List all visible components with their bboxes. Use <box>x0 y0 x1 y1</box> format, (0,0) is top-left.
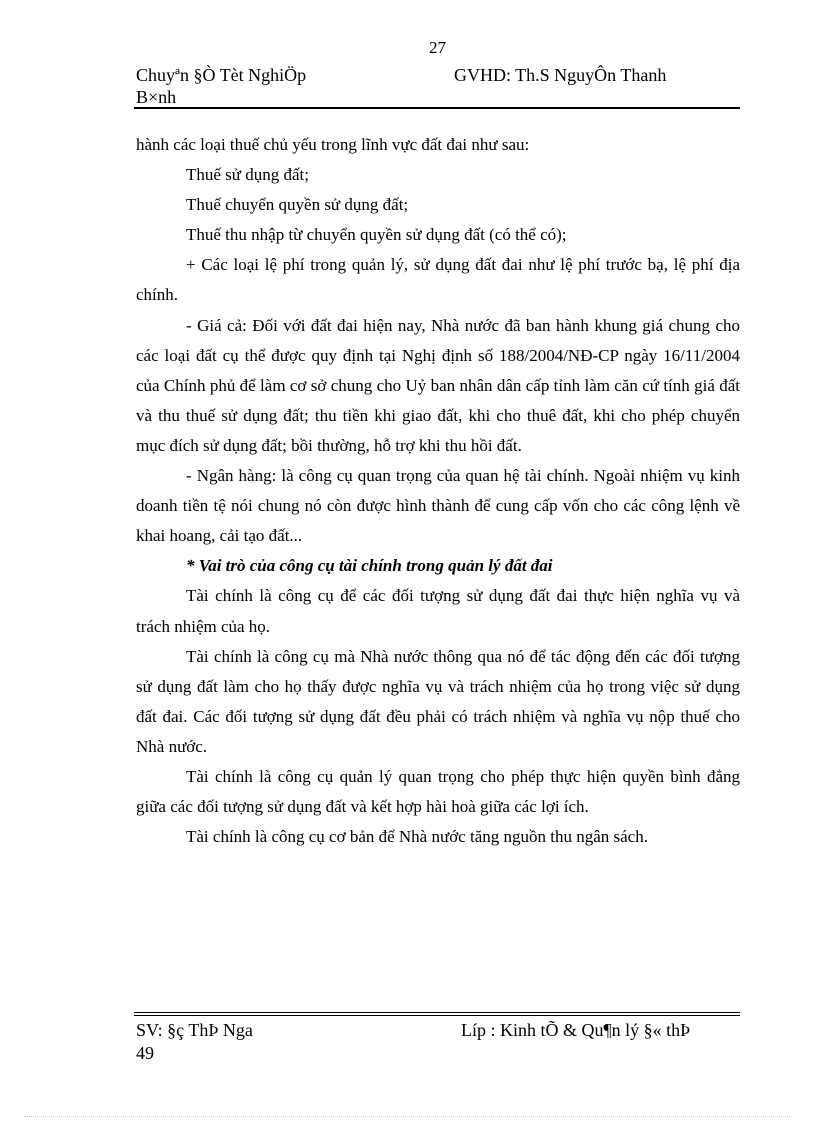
footer-divider <box>134 1012 740 1013</box>
document-body <box>136 130 740 852</box>
paragraph: Tài chính là công cụ để các đối tượng sử dụng đất đai thực hiện nghĩa vụ và trách nhiệm của họ. <box>136 586 740 636</box>
section-heading: * Vai trò của công cụ tài chính trong quản lý đất đai <box>186 556 553 576</box>
page-edge-dotted-line <box>24 1116 792 1117</box>
paragraph: Tài chính là công cụ mà Nhà nước thông qua nó để tác động đến các đối tượng sử dụng đất làm cho họ thấy được nghĩa vụ và trách nhiệm của họ trong việc sử dụng đất đai. Các đối tượng sử dụng đất đều phải có trách nhiệm và nghĩa vụ nộp thuế cho Nhà nước. <box>136 646 740 756</box>
paragraph: Thuế thu nhập từ chuyển quyền sử dụng đất (có thể có); <box>186 225 567 245</box>
footer-student: SV: §ç ThÞ Nga <box>136 1020 253 1040</box>
paragraph: Thuế chuyển quyền sử dụng đất; <box>186 195 409 215</box>
paragraph: hành các loại thuế chủ yếu trong lĩnh vực đất đai như sau: <box>136 135 530 154</box>
footer-class: Líp : Kinh tÕ & Qu¶n lý §« thÞ <box>461 1020 691 1040</box>
header-thesis-title: Chuyªn §Ò Tèt NghiÖp <box>136 65 307 85</box>
header-divider <box>134 107 740 109</box>
footer-divider-second <box>134 1015 740 1016</box>
paragraph: + Các loại lệ phí trong quản lý, sử dụng đất đai như lệ phí trước bạ, lệ phí địa chính. <box>136 255 740 305</box>
footer-class-continuation: 49 <box>136 1043 154 1063</box>
paragraph: Tài chính là công cụ cơ bản để Nhà nước tăng nguồn thu ngân sách. <box>186 827 648 847</box>
paragraph: - Ngân hàng: là công cụ quan trọng của quan hệ tài chính. Ngoài nhiệm vụ kinh doanh tiền tệ nói chung nó còn được hình thành để cung cấp vốn cho các công lệnh về khai hoang, cải tạo đất... <box>136 466 740 546</box>
header-advisor: GVHD: Th.S NguyÔn Thanh <box>454 65 667 85</box>
page-number: 27 <box>429 38 446 57</box>
paragraph: Thuế sử dụng đất; <box>186 165 310 185</box>
header-advisor-continuation: B×nh <box>136 87 177 107</box>
paragraph: - Giá cả: Đối với đất đai hiện nay, Nhà nước đã ban hành khung giá chung cho các loại đất cụ thể được quy định tại Nghị định số 188/2004/NĐ-CP ngày 16/11/2004 của Chính phủ để làm cơ sở chung cho Uỷ ban nhân dân cấp tỉnh làm căn cứ tính giá đất và thu thuế sử dụng đất; thu tiền khi giao đất, khi cho thuê đất, khi cho phép chuyển mục đích sử dụng đất; bồi thường, hỗ trợ khi thu hồi đất. <box>136 315 740 455</box>
paragraph: Tài chính là công cụ quản lý quan trọng cho phép thực hiện quyền bình đẳng giữa các đối tượng sử dụng đất và kết hợp hài hoà giữa các lợi ích. <box>136 766 740 817</box>
